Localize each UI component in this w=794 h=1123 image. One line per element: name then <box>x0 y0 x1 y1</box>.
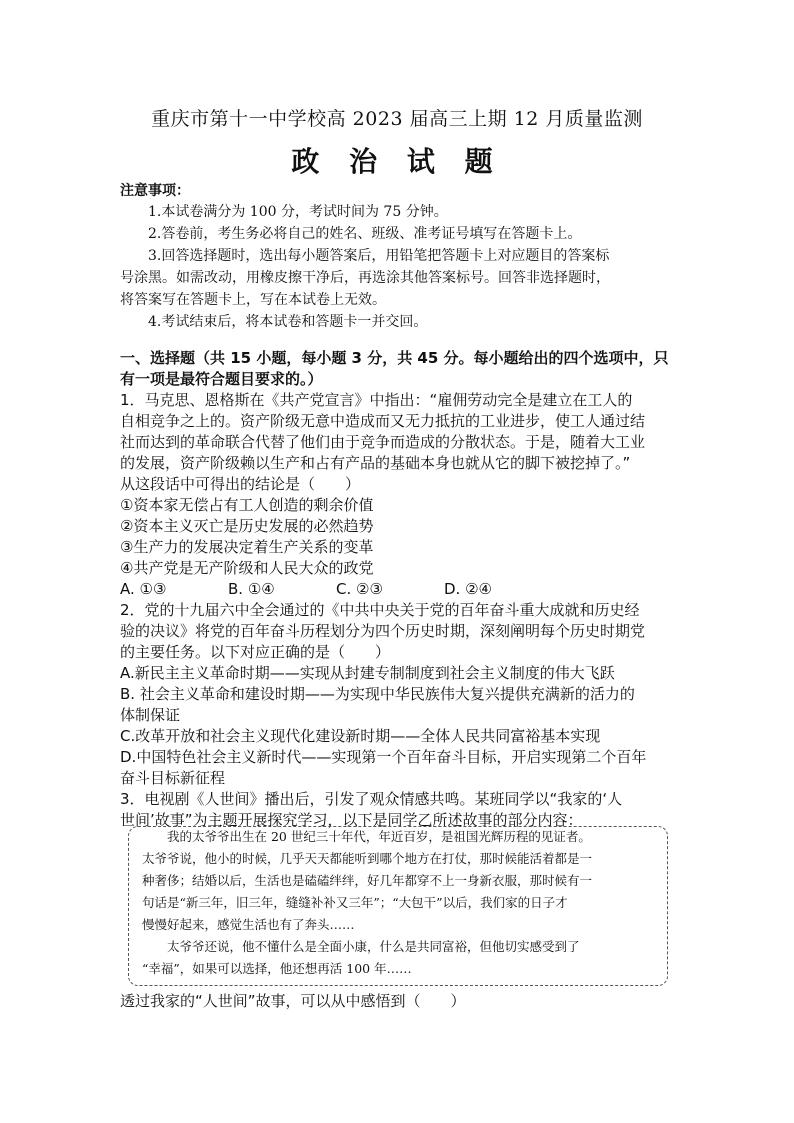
option-d: D. ②④ <box>444 580 492 598</box>
question-line: B. 社会主义革命和建设时期——为实现中华民族伟大复兴提供充满新的活力的 <box>120 685 635 703</box>
story-line: 种奢侈；结婚以后，生活也是磕磕绊绊，好几年都穿不上一身新衣服，那时候有一 <box>142 873 593 888</box>
section-heading: 一、选择题（共 15 小题，每小题 3 分，共 45 分。每小题给出的四个选项中，只 <box>120 349 669 367</box>
story-line: 慢慢好起来，感觉生活也有了奔头…… <box>142 917 355 932</box>
option-b: B. ①④ <box>228 580 275 598</box>
question-line: ①资本家无偿占有工人创造的剩余价值 <box>120 496 374 514</box>
question-line: 3．电视剧《人世间》播出后，引发了观众情感共鸣。某班同学以“我家的‘人 <box>120 790 623 808</box>
option-c: C. ②③ <box>336 580 383 598</box>
option-a: A. ①③ <box>120 580 167 598</box>
story-line: 太爷爷说，他小的时候，几乎天天都能听到哪个地方在打仗，那时候能活着都是一 <box>142 851 593 866</box>
question-line: ③生产力的发展决定着生产关系的变革 <box>120 538 374 556</box>
story-text <box>142 826 662 980</box>
question-1 <box>120 390 680 600</box>
story-line: 太爷爷还说，他不懂什么是全面小康，什么是共同富裕，但他切实感受到了 <box>142 939 580 954</box>
note-item: 2.答卷前，考生务必将自己的姓名、班级、准考证号填写在答题卡上。 <box>148 226 582 242</box>
note-item: 将答案写在答题卡上，写在本试卷上无效。 <box>120 292 386 308</box>
question-line: 世间’故事”为主题开展探究学习，以下是同学乙所述故事的部分内容： <box>120 811 583 829</box>
question-line: 社而达到的革命联合代替了他们由于竞争而造成的分散状态。于是，随着大工业 <box>120 433 646 451</box>
answer-options <box>120 579 680 600</box>
exam-subject-title: 政 治 试 题 <box>291 145 503 178</box>
question-3 <box>120 789 680 831</box>
question-line: 验的决议》将党的百年奋斗历程划分为四个历史时期，深刻阐明每个历史时期党 <box>120 622 646 640</box>
question-line: 体制保证 <box>120 706 181 724</box>
note-item: 4.考试结束后，将本试卷和答题卡一并交回。 <box>148 314 428 330</box>
story-line: 句话是“新三年，旧三年，缝缝补补又三年”；“大包干”以后，我们家的日子才 <box>142 895 568 910</box>
question-line: ④共产党是无产阶级和人民大众的政党 <box>120 559 374 577</box>
question-line: C.改革开放和社会主义现代化建设新时期——全体人民共同富裕基本实现 <box>120 727 601 745</box>
question-line: 奋斗目标新征程 <box>120 769 226 787</box>
question-line: 从这段话中可得出的结论是（ ） <box>120 475 361 493</box>
question-line: D.中国特色社会主义新时代——实现第一个百年奋斗目标，开启实现第二个百年 <box>120 748 647 766</box>
story-line: “幸福”，如果可以选择，他还想再活 100 年…… <box>142 961 412 976</box>
notes-heading: 注意事项： <box>120 183 190 199</box>
question-line: 自相竞争之上的。资产阶级无意中造成而又无力抵抗的工业进步，使工人通过结 <box>120 412 646 430</box>
note-item: 3.回答选择题时，选出每小题答案后，用铅笔把答题卡上对应题目的答案标 <box>148 248 610 264</box>
question-3-prompt: 透过我家的“人世间”故事，可以从中感悟到（ ） <box>120 992 466 1010</box>
question-line: 的发展，资产阶级赖以生产和占有产品的基础本身也就从它的脚下被挖掉了。” <box>120 454 631 472</box>
question-line: 的主要任务。以下对应正确的是（ ） <box>120 643 391 661</box>
note-item: 1.本试卷满分为 100 分，考试时间为 75 分钟。 <box>148 204 448 220</box>
question-section <box>120 348 680 831</box>
question-line: ②资本主义灭亡是历史发展的必然趋势 <box>120 517 374 535</box>
story-line: 我的太爷爷出生在 20 世纪三十年代，年近百岁，是祖国光辉历程的见证者。 <box>142 829 591 844</box>
note-item: 号涂黑。如需改动，用橡皮擦干净后，再选涂其他答案标号。回答非选择题时， <box>120 270 610 286</box>
question-line: 1．马克思、恩格斯在《共产党宣言》中指出：“雇佣劳动完全是建立在工人的 <box>120 391 633 409</box>
question-line: 2．党的十九届六中全会通过的《中共中央关于党的百年奋斗重大成就和历史经 <box>120 601 640 619</box>
section-heading: 有一项是最符合题目要求的。） <box>120 370 323 388</box>
exam-title: 重庆市第十一中学校高 2023 届高三上期 12 月质量监测 <box>151 108 643 130</box>
question-2 <box>120 600 680 789</box>
question-line: A.新民主主义革命时期——实现从封建专制制度到社会主义制度的伟大飞跃 <box>120 664 615 682</box>
